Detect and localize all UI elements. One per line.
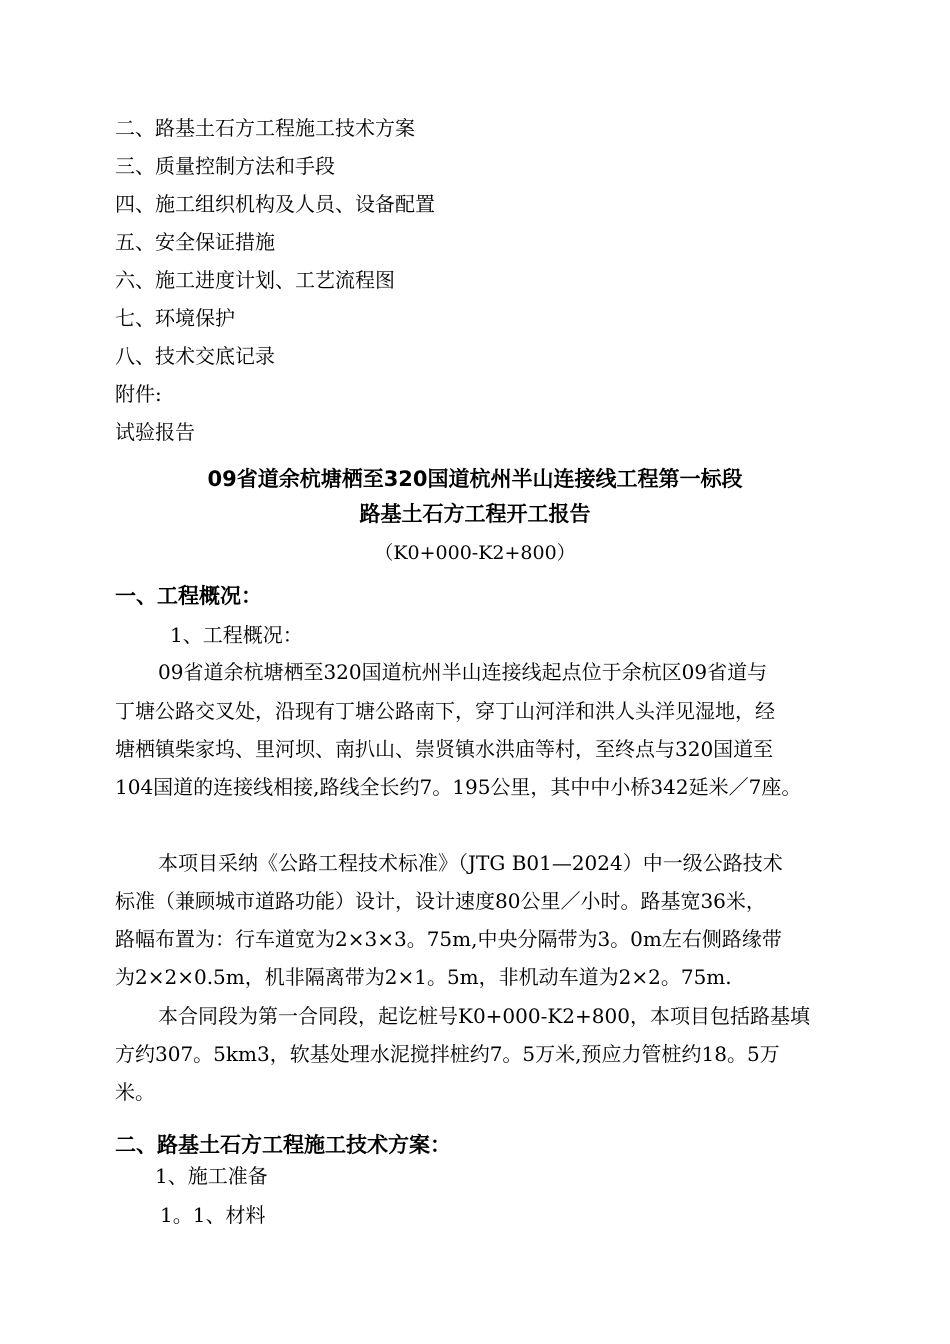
toc-item: 三、质量控制方法和手段 — [115, 154, 335, 178]
paragraph-line: 本合同段为第一合同段，起讫桩号K0+000-K2+800，本项目包括路基填 — [158, 1004, 810, 1028]
toc-item: 试验报告 — [115, 420, 195, 444]
report-title-line2: 路基土石方工程开工报告 — [359, 502, 591, 526]
toc-item: 七、环境保护 — [115, 306, 235, 330]
subsection-heading: 1、施工准备 — [155, 1164, 268, 1188]
toc-item: 附件: — [115, 382, 162, 406]
toc-item: 四、施工组织机构及人员、设备配置 — [115, 192, 435, 216]
report-title: 09省道余杭塘栖至320国道杭州半山连接线工程第一标段 — [207, 467, 743, 491]
toc-item: 八、技术交底记录 — [115, 344, 275, 368]
subsection-heading: 1。1、材料 — [160, 1203, 266, 1227]
toc-item: 二、路基土石方工程施工技术方案 — [115, 116, 415, 140]
report-range: （K0+000-K2+800） — [374, 542, 576, 564]
section-heading: 一、工程概况： — [115, 584, 262, 608]
subsection-heading: 1、工程概况： — [170, 623, 303, 647]
paragraph-line: 方约307。5km3，软基处理水泥搅拌桩约7。5万米,预应力管桩约18。5万 — [115, 1042, 780, 1066]
paragraph-line: 为2×2×0.5m，机非隔离带为2×1。5m，非机动车道为2×2。75m. — [115, 965, 732, 989]
toc-item: 五、安全保证措施 — [115, 230, 275, 254]
paragraph-line: 09省道余杭塘栖至320国道杭州半山连接线起点位于余杭区09省道与 — [158, 660, 768, 684]
paragraph-line: 米。 — [115, 1080, 155, 1104]
paragraph-line: 丁塘公路交叉处，沿现有丁塘公路南下，穿丁山河洋和洪人头洋见湿地，经 — [115, 699, 775, 723]
paragraph-line: 塘栖镇柴家坞、里河坝、南扒山、崇贤镇水洪庙等村，至终点与320国道至 — [115, 737, 774, 761]
toc-item: 六、施工进度计划、工艺流程图 — [115, 268, 395, 292]
paragraph-line: 104国道的连接线相接,路线全长约7。195公里，其中中小桥342延米／7座。 — [115, 775, 802, 799]
paragraph-line: 本项目采纳《公路工程技术标准》（JTG B01—2024）中一级公路技术 — [158, 851, 783, 875]
paragraph-line: 路幅布置为：行车道宽为2×3×3。75m,中央分隔带为3。0m左右侧路缘带 — [115, 927, 782, 951]
paragraph-line: 标准（兼顾城市道路功能）设计，设计速度80公里／小时。路基宽36米， — [115, 889, 766, 913]
section-heading: 二、路基土石方工程施工技术方案： — [115, 1133, 451, 1157]
